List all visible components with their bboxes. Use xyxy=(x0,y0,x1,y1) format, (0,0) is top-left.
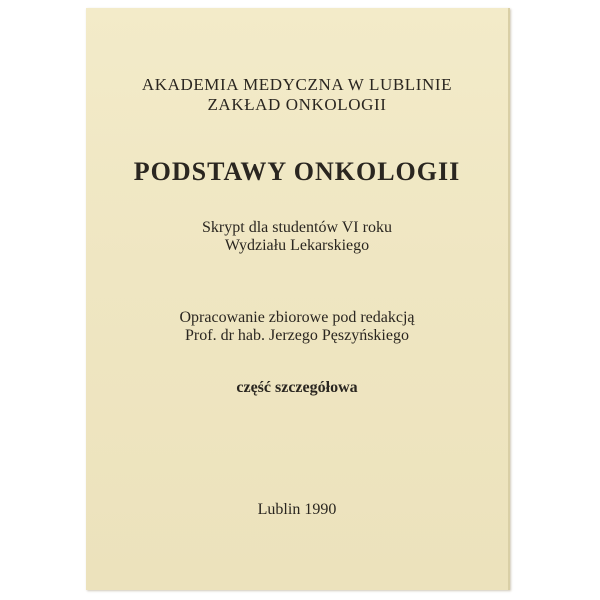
subtitle-line-1: Skrypt dla studentów VI roku xyxy=(202,219,392,236)
part-label: część szczegółowa xyxy=(236,379,358,396)
book-title: PODSTAWY ONKOLOGII xyxy=(133,157,461,186)
place-and-year: Lublin 1990 xyxy=(257,501,337,518)
book-cover xyxy=(86,8,510,590)
institution-name: AKADEMIA MEDYCZNA W LUBLINIE xyxy=(141,75,453,94)
editor-line-2: Prof. dr hab. Jerzego Pęszyńskiego xyxy=(185,327,409,344)
subtitle-line-2: Wydziału Lekarskiego xyxy=(224,237,370,254)
department-name: ZAKŁAD ONKOLOGII xyxy=(207,95,387,114)
editor-line-1: Opracowanie zbiorowe pod redakcją xyxy=(179,309,415,326)
